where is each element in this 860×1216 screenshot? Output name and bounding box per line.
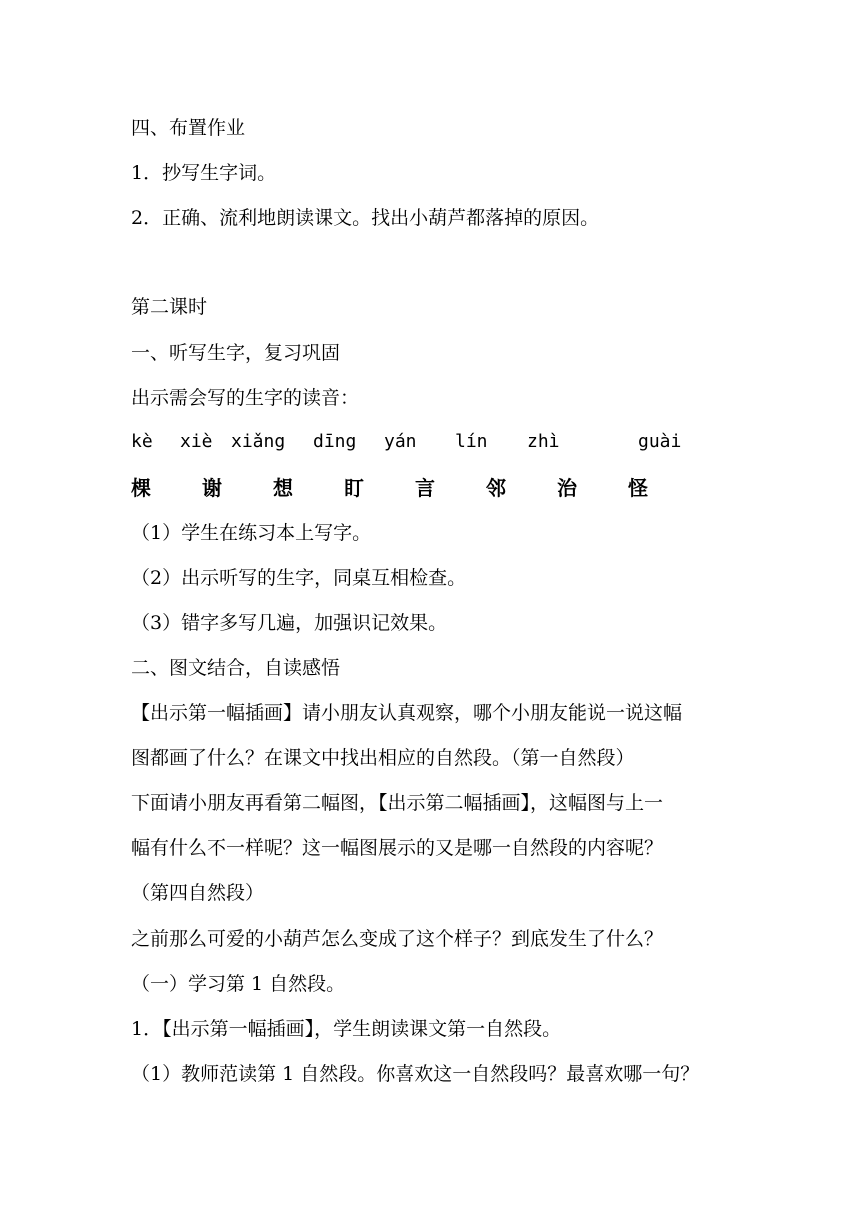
pinyin-5: yán [384,431,417,452]
paragraph-line-2: 图都画了什么？在课文中找出相应的自然段。（第一自然段） [131,747,635,769]
pinyin-3: xiǎng [231,431,286,452]
pinyin-6: lín [455,431,488,452]
step-1-read-aloud: 1．【出示第一幅插画】，学生朗读课文第一自然段。 [131,1018,562,1040]
instruction-show-pronunciation: 出示需会写的生字的读音： [131,387,360,409]
character-row [0,478,860,508]
paragraph-line-4: 幅有什么不一样呢？这一幅图展示的又是哪一自然段的内容呢？ [131,837,664,859]
subsection-heading-paragraph-1: （一）学习第 1 自然段。 [131,973,346,995]
character-8: 怪 [628,476,648,500]
homework-item-2: 2．正确、流利地朗读课文。找出小葫芦都落掉的原因。 [131,207,600,229]
pinyin-row [0,433,860,463]
lesson-title-second-period: 第二课时 [131,296,208,318]
character-2: 谢 [202,476,222,500]
paragraph-line-3: 下面请小朋友再看第二幅图，【出示第二幅插画】，这幅图与上一 [131,792,664,814]
step-1-sub-1: （1）教师范读第 1 自然段。你喜欢这一自然段吗？最喜欢哪一句？ [131,1063,700,1085]
character-7: 治 [557,476,577,500]
dictation-step-2: （2）出示听写的生字，同桌互相检查。 [131,567,467,589]
pinyin-8: guài [638,431,682,452]
pinyin-4: dīng [313,431,357,452]
section-heading-picture-text: 二、图文结合，自读感悟 [131,657,341,679]
character-3: 想 [273,476,293,500]
dictation-step-1: （1）学生在练习本上写字。 [131,522,372,544]
paragraph-line-6: 之前那么可爱的小葫芦怎么变成了这个样子？到底发生了什么？ [131,928,664,950]
character-1: 棵 [131,476,151,500]
section-heading-dictation: 一、听写生字，复习巩固 [131,342,341,364]
character-5: 言 [415,476,435,500]
dictation-step-3: （3）错字多写几遍，加强识记效果。 [131,612,448,634]
character-4: 盯 [344,476,364,500]
paragraph-line-1: 【出示第一幅插画】请小朋友认真观察，哪个小朋友能说一说这幅 [131,702,683,724]
paragraph-line-5: （第四自然段） [131,882,265,904]
pinyin-7: zhì [527,431,560,452]
character-6: 邻 [486,476,506,500]
section-heading-homework: 四、布置作业 [131,117,246,139]
homework-item-1: 1．抄写生字词。 [131,162,277,184]
pinyin-1: kè [131,431,153,452]
pinyin-2: xiè [180,431,213,452]
